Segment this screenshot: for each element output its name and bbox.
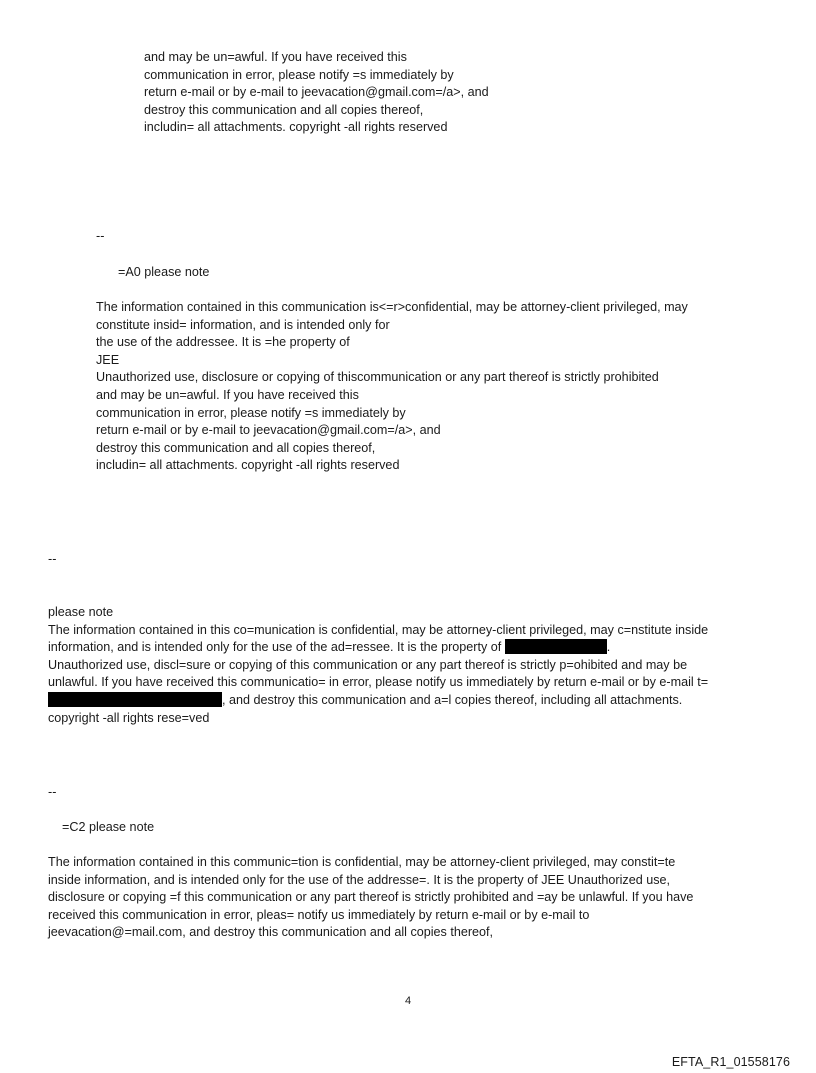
separator: -- bbox=[48, 785, 57, 799]
text-line: communication in error, please notify =s immediately by bbox=[144, 67, 454, 82]
section-heading: =C2 please note bbox=[62, 820, 155, 834]
text-line: unlawful. If you have received this communicatio= in error, please notify us immediately by return e-mail or by e-mail t= bbox=[48, 675, 709, 690]
text-fragment: , and destroy this communication and a=l copies thereof, including all attachments. bbox=[222, 692, 683, 707]
text-line: Unauthorized use, disclosure or copying of thiscommunication or any part thereof is strictly prohibited bbox=[96, 370, 659, 385]
text-fragment: . bbox=[606, 640, 611, 655]
text-line: destroy this communication and all copies thereof, bbox=[96, 440, 376, 455]
text-line: destroy this communication and all copies thereof, bbox=[144, 102, 424, 117]
text-line: inside information, and is intended only for the use of the addresse=. It is the property of JEE Unauthorized use, bbox=[48, 872, 671, 887]
text-line: jeevacation@=mail.com, and destroy this communication and all copies thereof, bbox=[48, 925, 494, 940]
text-line: communication in error, please notify =s immediately by bbox=[96, 405, 406, 420]
text-line: return e-mail or by e-mail to jeevacation@gmail.com=/a>, and bbox=[144, 85, 489, 100]
text-fragment: information, and is intended only for the use of the ad=ressee. It is the property of bbox=[48, 640, 502, 655]
redaction-box bbox=[505, 639, 607, 654]
disclaimer-block-4 bbox=[48, 854, 693, 942]
text-line: includin= all attachments. copyright -all rights reserved bbox=[144, 120, 448, 135]
disclaimer-block-3 bbox=[48, 604, 708, 727]
section-heading: please note bbox=[48, 605, 114, 619]
text-line: JEE bbox=[96, 352, 120, 367]
text-line: the use of the addressee. It is =he property of bbox=[96, 335, 350, 350]
text-line: The information contained in this communic=tion is confidential, may be attorney-client privileged, may constit=te bbox=[48, 855, 676, 869]
separator: -- bbox=[96, 229, 105, 243]
disclaimer-block-2 bbox=[96, 299, 688, 475]
text-line: Unauthorized use, discl=sure or copying of this communication or any part thereof is strictly p=ohibited and may be bbox=[48, 657, 688, 672]
text-line: copyright -all rights rese=ved bbox=[48, 710, 210, 725]
bates-number: EFTA_R1_01558176 bbox=[671, 1055, 790, 1069]
text-line bbox=[48, 639, 708, 657]
text-line: constitute insid= information, and is intended only for bbox=[96, 317, 390, 332]
text-line: received this communication in error, pleas= notify us immediately by return e-mail or by e-mail to bbox=[48, 907, 590, 922]
disclaimer-block-1 bbox=[144, 49, 489, 137]
redaction-box bbox=[48, 692, 222, 707]
page-number: 4 bbox=[404, 995, 412, 1007]
text-line: and may be un=awful. If you have received this bbox=[96, 387, 359, 402]
text-line: The information contained in this co=munication is confidential, may be attorney-client privileged, may c=nstitute inside bbox=[48, 622, 709, 637]
text-line: The information contained in this communication is<=r>confidential, may be attorney-client privileged, may bbox=[96, 300, 688, 314]
separator: -- bbox=[48, 552, 57, 566]
text-line: return e-mail or by e-mail to jeevacation@gmail.com=/a>, and bbox=[96, 423, 441, 438]
text-line bbox=[48, 692, 708, 710]
text-line: and may be un=awful. If you have received this bbox=[144, 50, 407, 64]
text-line: includin= all attachments. copyright -all rights reserved bbox=[96, 458, 400, 473]
text-line: disclosure or copying =f this communication or any part thereof is strictly prohibited and =ay be unlawful. If you have bbox=[48, 890, 694, 905]
section-heading: =A0 please note bbox=[118, 265, 210, 279]
